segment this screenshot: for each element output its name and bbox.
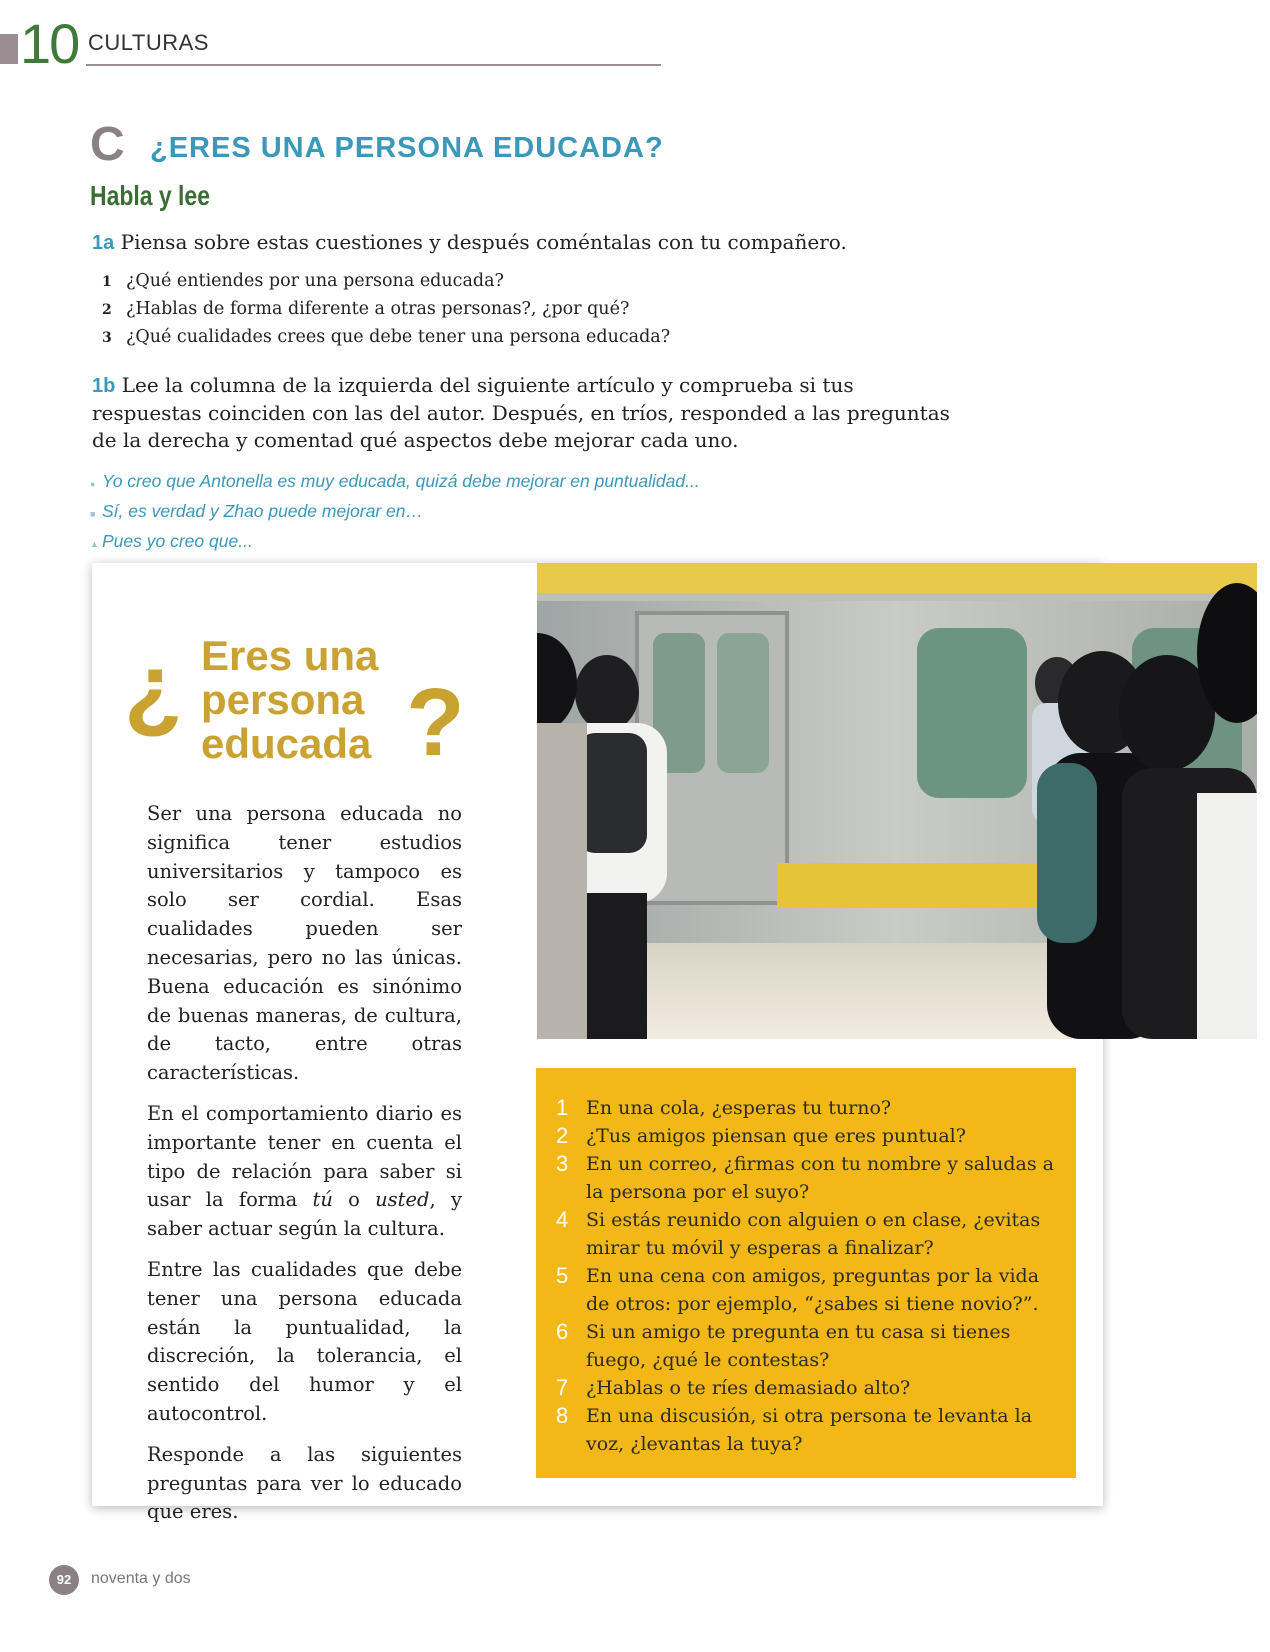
quiz-text: ¿Tus amigos piensan que eres puntual? [586, 1125, 966, 1147]
exercise-instruction: Piensa sobre estas cuestiones y después coméntalas con tu compañero. [120, 230, 847, 254]
section-title: ¿ERES UNA PERSONA EDUCADA? [150, 132, 664, 164]
page-number-badge: 92 [49, 1565, 79, 1595]
quiz-item [556, 1094, 1058, 1122]
list-item [102, 268, 670, 296]
item-text: ¿Hablas de forma diferente a otras personas?, ¿por qué? [126, 299, 630, 319]
dialogue-text: Yo creo que Antonella es muy educada, quizá debe mejorar en puntualidad... [102, 471, 700, 491]
question-list [102, 268, 670, 352]
text-run: , y saber actuar según la cultura. [147, 1188, 462, 1241]
quiz-number: 4 [556, 1207, 569, 1232]
text-run: o [332, 1188, 376, 1212]
quiz-text: En una cena con amigos, preguntas por la vida de otros: por ejemplo, “¿sabes si tiene novio?”. [586, 1265, 1040, 1315]
quiz-text: En una cola, ¿esperas tu turno? [586, 1097, 892, 1119]
quiz-item [556, 1150, 1058, 1206]
dialogue-text: Pues yo creo que... [102, 531, 253, 551]
train-platform-photo [537, 563, 1257, 1039]
dialogue-text: Sí, es verdad y Zhao puede mejorar en… [102, 501, 424, 521]
exercise-instruction: Lee la columna de la izquierda del siguiente artículo y comprueba si tus respuestas coinciden con las del autor. Después, en tríos, responded a las preguntas de la derecha y comentad qué aspectos debe mejorar cada uno. [92, 373, 950, 452]
quiz-text: En una discusión, si otra persona te levanta la voz, ¿levantas la tuya? [586, 1405, 1033, 1455]
exercise-1b [92, 372, 952, 454]
triangle-bullet-icon: ▲ [90, 539, 99, 549]
quiz-item [556, 1122, 1058, 1150]
quiz-number: 6 [556, 1319, 569, 1344]
title-close-question-mark: ? [406, 669, 465, 776]
italic-word: usted [375, 1188, 430, 1212]
page-number-words: noventa y dos [91, 1570, 191, 1587]
exercise-number: 1b [92, 375, 116, 397]
quiz-number: 5 [556, 1263, 569, 1288]
unit-number: 10 [20, 12, 79, 75]
unit-title: CULTURAS [88, 30, 209, 55]
dialogue-line [90, 468, 700, 498]
quiz-number: 3 [556, 1151, 569, 1176]
section-letter: C [90, 118, 125, 171]
header-rule [86, 64, 661, 66]
dialogue-line [90, 528, 700, 558]
quiz-item [556, 1318, 1058, 1374]
title-open-question-mark: ¿ [124, 634, 183, 741]
title-line: educada [201, 720, 372, 767]
quiz-number: 2 [556, 1123, 569, 1148]
quiz-number: 7 [556, 1375, 569, 1400]
article-body [147, 800, 462, 1539]
quiz-text: ¿Hablas o te ríes demasiado alto? [586, 1377, 911, 1399]
paragraph: Ser una persona educada no significa tener estudios universitarios y tampoco es solo ser cordial. Esas cualidades pueden ser necesarias, pero no las únicas. Buena educación es sinónimo de buenas maneras, de cultura, de tacto, entre otras características. [147, 802, 462, 1085]
example-dialogue [90, 468, 700, 558]
unit-color-block [0, 34, 18, 64]
item-text: ¿Qué cualidades crees que debe tener una persona educada? [126, 327, 671, 347]
quiz-item [556, 1374, 1058, 1402]
quiz-item [556, 1402, 1058, 1458]
quiz-number: 1 [556, 1095, 569, 1120]
text-run: En el comportamiento diario es importante tener en cuenta el tipo de relación para saber si usar la forma [147, 1101, 462, 1212]
paragraph: Entre las cualidades que debe tener una persona educada están la puntualidad, la discreción, la tolerancia, el sentido del humor y el autocontrol. [147, 1257, 462, 1425]
item-number: 2 [102, 302, 112, 318]
quiz-item [556, 1206, 1058, 1262]
paragraph: Responde a las siguientes preguntas para ver lo educado que eres. [147, 1442, 462, 1524]
title-line: persona [201, 676, 365, 723]
list-item [102, 296, 670, 324]
list-item [102, 324, 670, 352]
italic-word: tú [312, 1188, 333, 1212]
article-title [201, 634, 378, 766]
quiz-text: Si un amigo te pregunta en tu casa si tienes fuego, ¿qué le contestas? [586, 1321, 1011, 1371]
exercise-1a [92, 228, 847, 257]
quiz-box [536, 1068, 1076, 1478]
exercise-number: 1a [92, 232, 115, 254]
quiz-item [556, 1262, 1058, 1318]
dialogue-line [90, 498, 700, 528]
subheading: Habla y lee [90, 180, 210, 211]
item-number: 1 [102, 274, 112, 290]
item-number: 3 [102, 330, 112, 346]
square-bullet-icon: ■ [90, 509, 96, 519]
paragraph [147, 1100, 462, 1244]
quiz-text: En un correo, ¿firmas con tu nombre y saludas a la persona por el suyo? [586, 1153, 1055, 1203]
quiz-list [536, 1068, 1076, 1458]
circle-bullet-icon: ● [90, 479, 96, 489]
title-line: Eres una [201, 632, 379, 679]
quiz-text: Si estás reunido con alguien o en clase, ¿evitas mirar tu móvil y esperas a finalizar? [586, 1209, 1041, 1259]
item-text: ¿Qué entiendes por una persona educada? [126, 271, 504, 291]
quiz-number: 8 [556, 1403, 569, 1428]
